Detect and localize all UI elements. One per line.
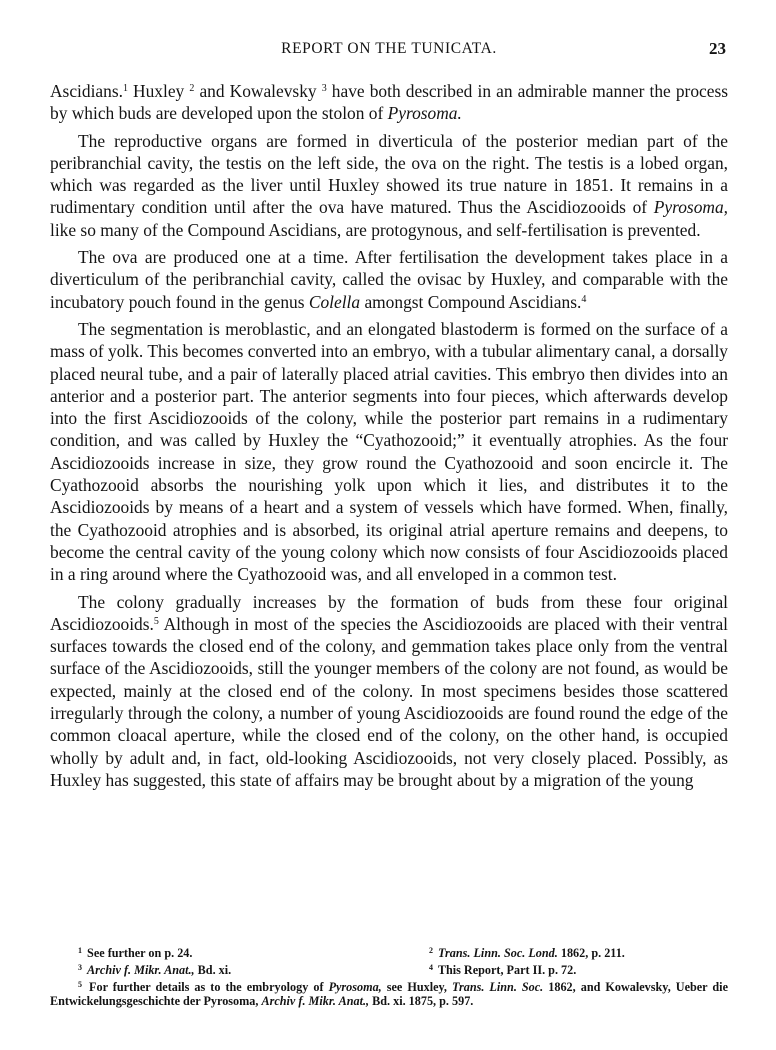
paragraph-5: The colony gradually increases by the formation of buds from these four original Ascidiozooids.$^5$ Although in most of the species the Ascidiozooids are placed with their ventral surfaces towards the closed end of the colony, and gemmation takes place only from the ventral surface of the Ascidiozooids, still the younger members of the colony are not found, as would be expected, mainly at the closed end of the colony. In most specimens besides those scattered irregularly through the colony, a number of young Ascidiozooids are found round the edge of the common cloacal aperture, while the closed end of the colony, on the other hand, is occupied wholly by adult and, in fact, old-looking Ascidiozooids, not very closely placed. Possibly, as Huxley has suggested, this state of affairs may be brought about by a migration of the young xyxy=(50,591,728,790)
footnote-number: 4 xyxy=(429,962,433,972)
italic-text: Trans. Linn. Soc. xyxy=(452,979,544,994)
footnote-3: $^3$ Archiv f. Mikr. Anat., Bd. xi. xyxy=(78,962,232,977)
italic-text: Archiv f. Mikr. Anat., xyxy=(261,994,370,1009)
footnote-number: 1 xyxy=(78,946,82,955)
italic-text: Archiv f. Mikr. Anat., xyxy=(87,962,195,977)
footnote-2: $^2$ Trans. Linn. Soc. Lond. 1862, p. 211. xyxy=(429,946,625,960)
footnote-number: 2 xyxy=(429,946,433,955)
footnote-ref: 1 xyxy=(122,83,128,94)
footnote-number: 5 xyxy=(78,979,82,989)
italic-text: Pyrosoma, xyxy=(653,197,728,218)
footnote-ref: 2 xyxy=(189,83,195,94)
paragraph-3: The ova are produced one at a time. After fertilisation the development takes place in a diverticulum of the peribranchial cavity, called the ovisac by Huxley, and comparable with the incubatory pouch found in the genus Colella amongst Compound Ascidians.$^4$ xyxy=(50,247,728,312)
footnote-5: $^5$ For further details as to the embryology of Pyrosoma, see Huxley, Trans. Linn. Soc. 1862, and Kowalevsky, Ueber die Entwickelungsgeschichte der Pyrosoma, Archiv f. Mikr. Anat., Bd. xi. 1875, p. 597. xyxy=(50,979,728,1009)
italic-text: Trans. Linn. Soc. Lond. xyxy=(438,946,558,960)
italic-text: Pyrosoma. xyxy=(387,103,462,124)
running-header xyxy=(50,40,728,64)
italic-text: Colella xyxy=(308,291,361,312)
running-title: REPORT ON THE TUNICATA. xyxy=(281,40,497,57)
footnote-ref: 4 xyxy=(581,293,587,305)
paragraph-2: The reproductive organs are formed in diverticula of the posterior median part of the peribranchial cavity, the testis on the left side, the ova on the right. The testis is a lobed organ, which was regarded as the liver until Huxley showed its true nature in 1851. It remains in a rudimentary condition until after the ova have matured. Thus the Ascidiozooids of Pyrosoma, like so many of the Compound Ascidians, are protogynous, and self-fertilisation is prevented. xyxy=(50,130,728,240)
page-number: 23 xyxy=(709,39,726,58)
footnotes xyxy=(50,944,728,1009)
footnote-number: 3 xyxy=(78,962,82,972)
paragraph-1: Ascidians.$^1$ Huxley $^2$ and Kowalevsky $^3$ have both described in an admirable manner the process by which buds are developed upon the stolon of Pyrosoma. xyxy=(50,81,728,124)
body-text xyxy=(50,80,728,791)
footnote-ref: 3 xyxy=(321,83,327,94)
paragraph-4: The segmentation is meroblastic, and an elongated blastoderm is formed on the surface of a mass of yolk. This becomes converted into an embryo, with a tubular alimentary canal, a dorsally placed neural tube, and a pair of laterally placed atrial cavities. This embryo then divides into an anterior and a posterior part. The anterior segments into four pieces, which afterwards develop into the first Ascidiozooids of the colony, while the posterior part remains in a rudimentary condition, and was called by Huxley the “Cyathozooid;” it eventually atrophies. As the four Ascidiozooids increase in size, they grow round the Cyathozooid and soon encircle it. The Cyathozooid absorbs the nourishing yolk upon which it lies, and distributes it to the Ascidiozooids by means of a heart and a system of vessels which have formed. When, finally, the Cyathozooid atrophies and is absorbed, its original atrial aperture remains and deepens, to become the central cavity of the young colony which now consists of four Ascidiozooids placed in a ring around where the Cyathozooid was, and all enveloped in a common test. xyxy=(50,318,728,585)
footnote-ref: 5 xyxy=(153,615,159,627)
italic-text: Pyrosoma, xyxy=(328,979,382,994)
footnote-1: $^1$ See further on p. 24. xyxy=(78,946,193,960)
footnote-4: $^4$ This Report, Part II. p. 72. xyxy=(429,962,577,977)
